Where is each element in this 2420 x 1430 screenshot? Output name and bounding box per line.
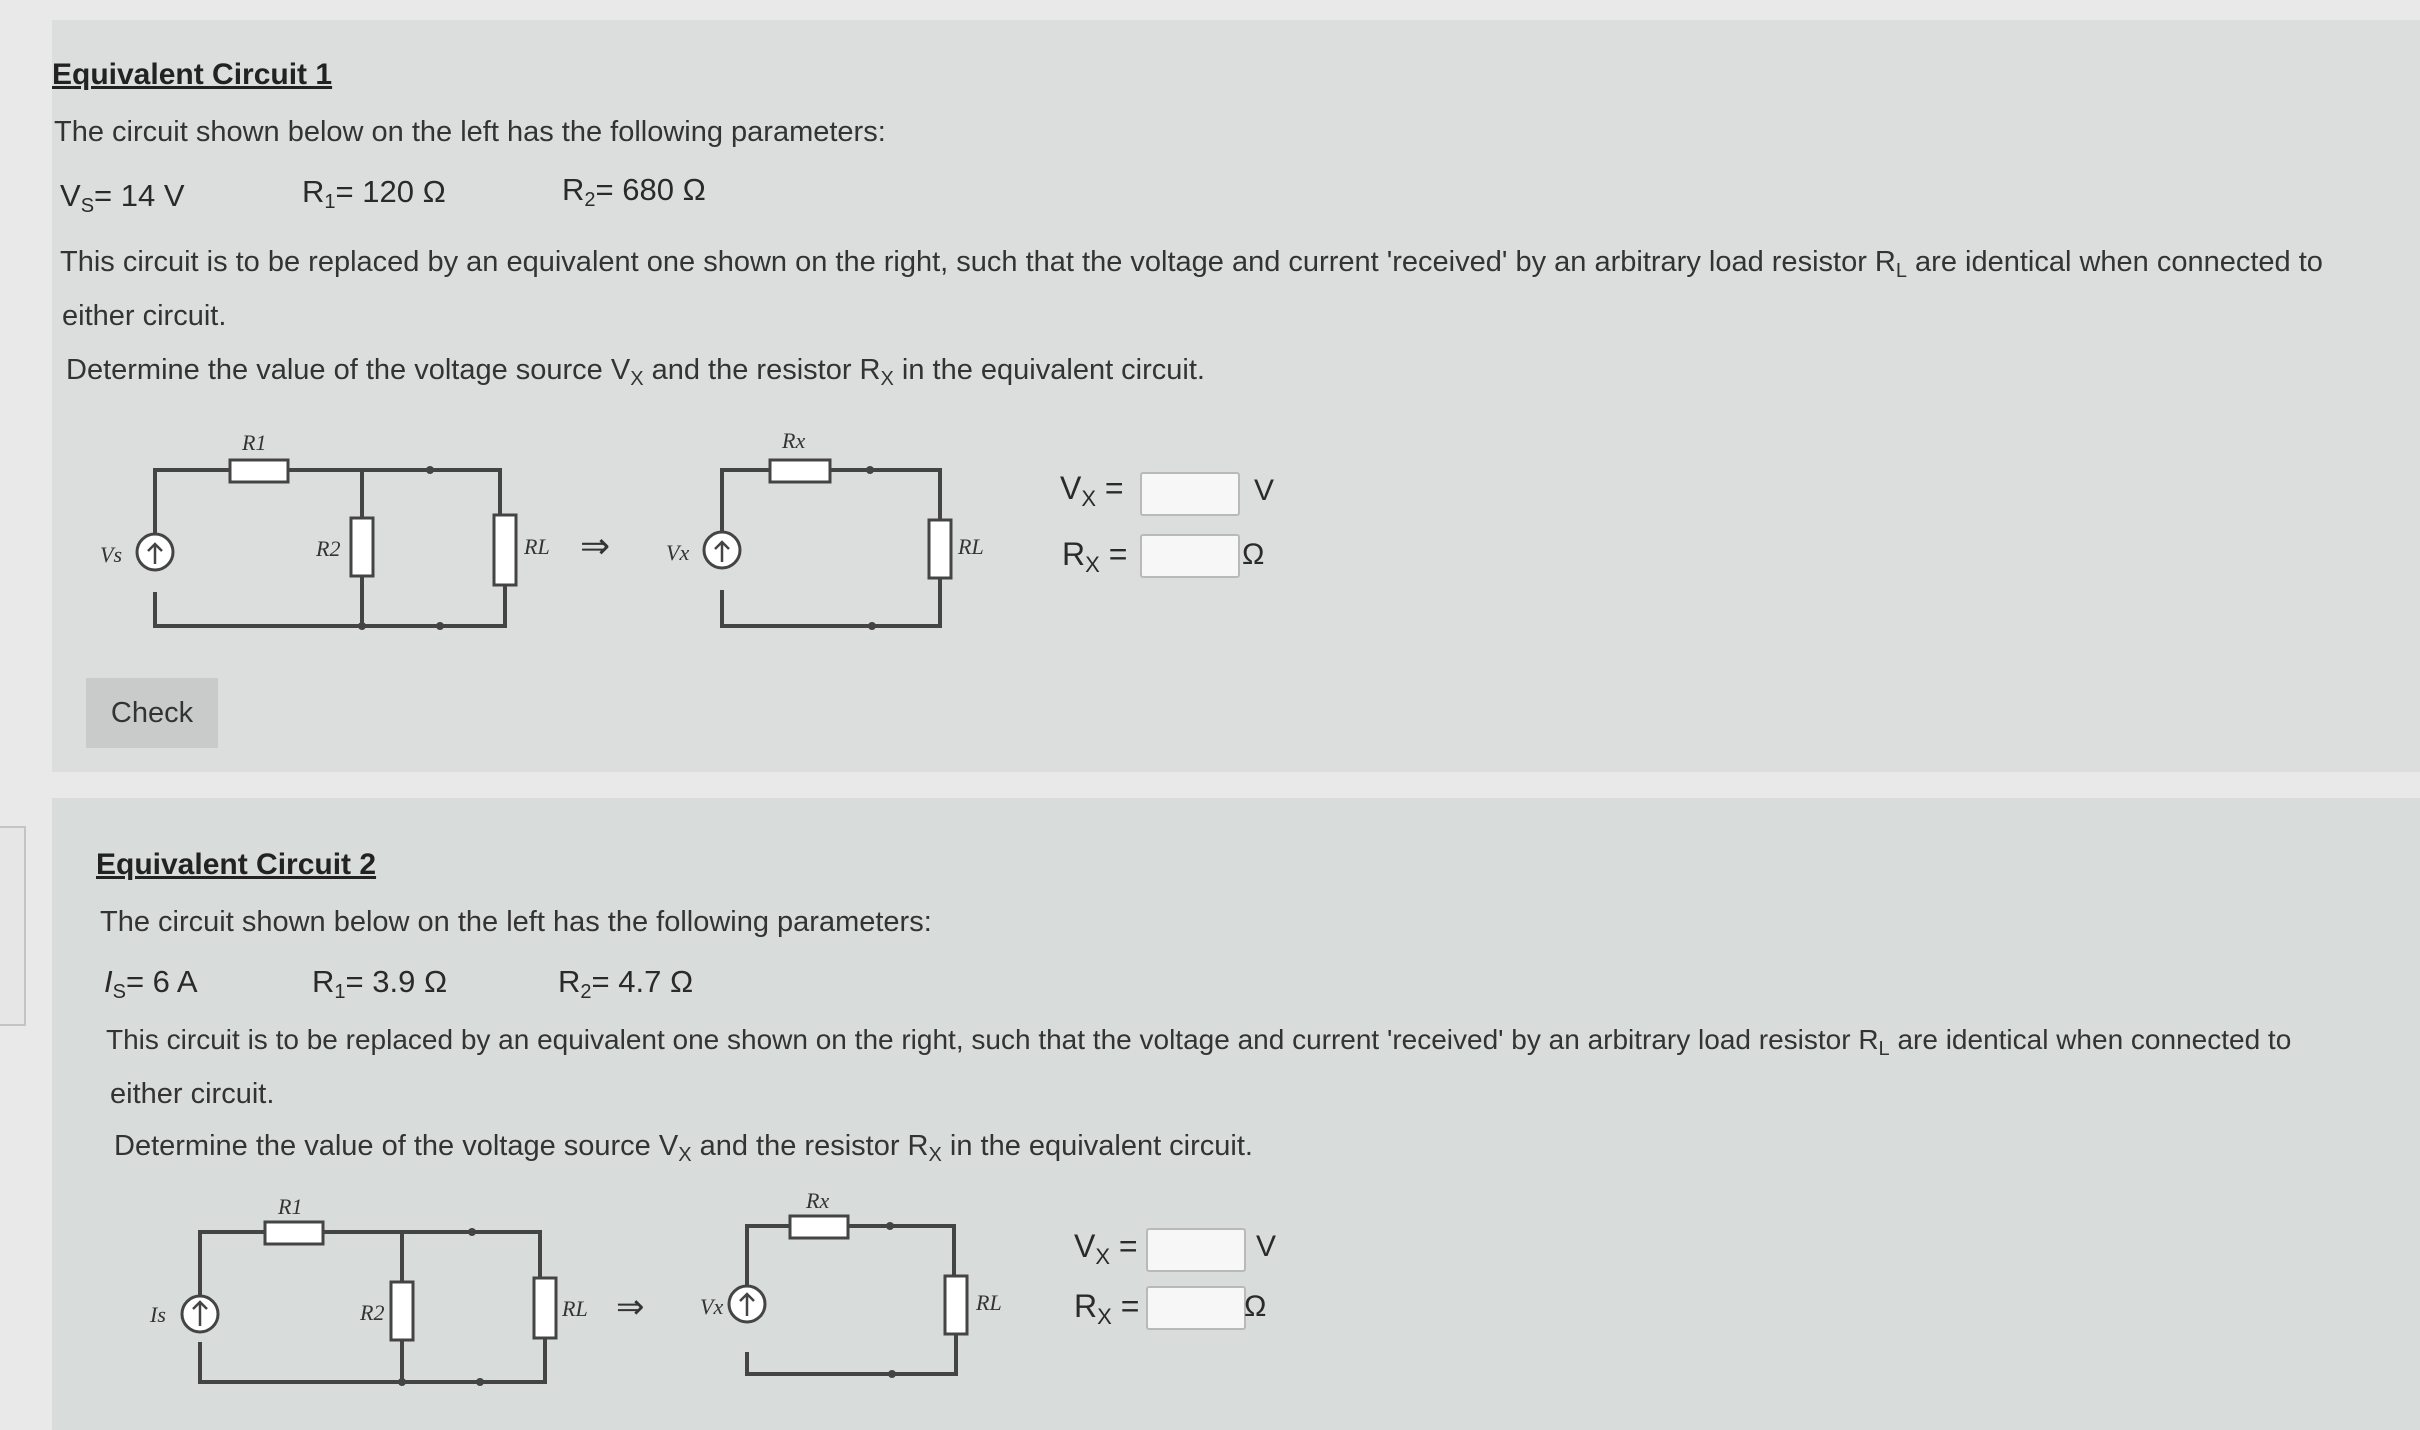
param-r2: $R_2= 680$ Ω [562,172,706,211]
param-r1-2: $R_1= 3.9$ Ω [312,964,448,1003]
vx-unit-2: V [1256,1230,1277,1263]
resistor-rx [770,460,830,482]
resistor-r1-2 [265,1222,323,1244]
resistor-rl-right [929,520,951,578]
resistor-rl-right-2 [945,1276,967,1334]
question-1-description: This circuit is to be replaced by an equivalent one shown on the right, such that the voltage and current 'received' by an arbitrary load resistor $R_L$ are identical when connected to [60,246,2323,282]
resistor-r1 [230,460,288,482]
resistor-r2-2 [391,1282,413,1340]
question-1-intro: The circuit shown below on the left has the following parameters: [54,116,886,148]
label-vs: Vs [100,542,122,567]
vx-answer-label: $V_X$ = [1060,470,1124,511]
question-2-task: Determine the value of the voltage source $V_X$ and the resistor $R_X$ in the equivalent circuit. [114,1130,1253,1166]
param-r2-2: $R_2= 4.7$ Ω [558,964,694,1003]
arrow-equivalent-2: ⇒ [616,1289,645,1326]
label-rx-2: Rx [806,1190,830,1213]
label-rx: Rx [782,428,806,453]
circuit-diagram-2 [130,1190,1030,1410]
label-rl-left: RL [524,534,550,559]
label-rl-right-2: RL [976,1290,1002,1315]
resistor-rl-left [494,515,516,585]
question-2-description-cont: either circuit. [110,1078,275,1110]
question-2-description: This circuit is to be replaced by an equivalent one shown on the right, such that the voltage and current 'received' by an arbitrary load resistor $R_L$ are identical when connected to [106,1024,2292,1060]
side-frame [0,826,26,1026]
rx-input-2[interactable] [1146,1286,1246,1330]
label-r1: R1 [242,430,267,455]
vx-input-1[interactable] [1140,472,1240,516]
resistor-rx-2 [790,1216,848,1238]
arrow-equivalent: ⇒ [580,526,611,566]
label-vx-2: Vx [700,1294,724,1319]
param-r1: $R_1= 120$ Ω [302,174,446,213]
param-vs: $V_S= 14$ V [60,178,185,217]
label-rl-left-2: RL [562,1296,588,1321]
rx-input-1[interactable] [1140,534,1240,578]
label-vx: Vx [666,540,690,565]
question-1-description-cont: either circuit. [62,300,227,332]
label-r1-2: R1 [278,1194,303,1219]
vx-answer-label-2: $V_X$ = [1074,1228,1138,1269]
question-2-title: Equivalent Circuit 2 [96,848,377,881]
rx-answer-label: $R_X$ = [1062,536,1128,577]
label-r2-2: R2 [360,1300,385,1325]
question-1-title: Equivalent Circuit 1 [52,58,333,91]
question-1-task: Determine the value of the voltage source $V_X$ and the resistor $R_X$ in the equivalent circuit. [66,354,1205,390]
vx-input-2[interactable] [1146,1228,1246,1272]
rx-unit-1: Ω [1242,538,1265,571]
label-r2: R2 [316,536,341,561]
resistor-rl-left-2 [534,1278,556,1338]
rx-unit-2: Ω [1244,1290,1267,1323]
label-rl-right: RL [958,534,984,559]
label-is: Is [150,1302,166,1327]
param-is: $I_S= 6$ A [104,964,198,1003]
circuit-diagram-1 [90,420,1030,650]
resistor-r2 [351,518,373,576]
question-2-intro: The circuit shown below on the left has the following parameters: [100,906,932,938]
check-button[interactable]: Check [86,678,218,748]
rx-answer-label-2: $R_X$ = [1074,1288,1140,1329]
vx-unit-1: V [1254,474,1275,507]
